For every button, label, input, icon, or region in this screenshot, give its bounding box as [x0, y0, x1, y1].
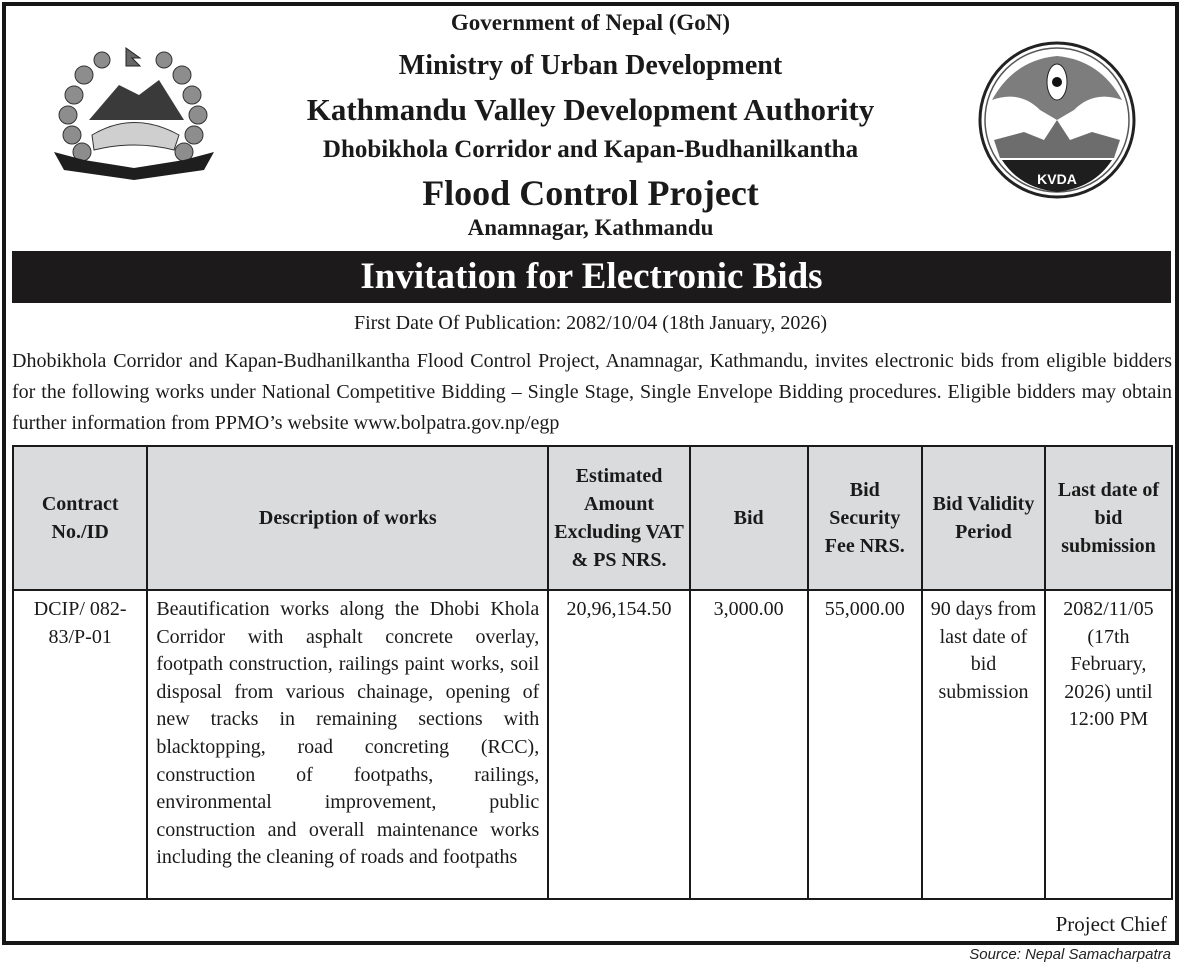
col-last-date: Last date of bid submission: [1045, 446, 1172, 590]
source-credit: Source: Nepal Samacharpatra: [969, 946, 1171, 963]
table-header-row: [13, 446, 1172, 590]
kvda-logo-icon: [974, 40, 1140, 200]
office-address: Anamnagar, Kathmandu: [467, 215, 714, 240]
bids-table: [12, 445, 1173, 900]
government-name: Government of Nepal (GoN): [450, 10, 731, 35]
col-description: Description of works: [147, 446, 548, 590]
notice-header: [6, 6, 1175, 251]
estimated-amount-cell: 20,96,154.50: [548, 590, 690, 899]
signatory: Project Chief: [1055, 912, 1167, 936]
project-location-line: Dhobikhola Corridor and Kapan-Budhanilkantha: [322, 136, 859, 163]
col-validity-period: Bid Validity Period: [922, 446, 1045, 590]
project-name: Flood Control Project: [422, 173, 759, 213]
validity-period-cell: 90 days from last date of bid submission: [922, 590, 1045, 899]
description-cell: Beautification works along the Dhobi Khola Corridor with asphalt concrete overlay, footpath construction, railings paint works, soil disposal from various chainage, opening of new tracks in remaining sections with blacktopping, road concreting (RCC), construction of footpaths, railings, environmental improvement, public construction and overall maintenance works including the cleaning of roads and footpaths: [147, 590, 548, 899]
table-row: [13, 590, 1172, 899]
notice-frame: [2, 2, 1179, 945]
col-estimated-amount: Estimated Amount Excluding VAT & PS NRS.: [548, 446, 690, 590]
bid-security-fee-cell: 55,000.00: [808, 590, 923, 899]
col-bid-security-fee: Bid Security Fee NRS.: [808, 446, 923, 590]
last-date-cell: 2082/11/05 (17th February, 2026) until 12:00 PM: [1045, 590, 1172, 899]
col-bid: Bid: [690, 446, 808, 590]
publication-date: First Date Of Publication: 2082/10/04 (18th January, 2026): [353, 312, 828, 334]
notice-title-banner: Invitation for Electronic Bids: [12, 251, 1171, 303]
col-contract-id: Contract No./ID: [13, 446, 147, 590]
svg-text:KVDA: KVDA: [1037, 171, 1077, 187]
ministry-name: Ministry of Urban Development: [398, 50, 783, 81]
contract-id-cell: DCIP/ 082-83/P-01: [13, 590, 147, 899]
intro-paragraph: Dhobikhola Corridor and Kapan-Budhanilkantha Flood Control Project, Anamnagar, Kathmandu, invites electronic bids from eligible bidders for the following works under National Competitive Bidding – Single Stage, Single Envelope Bidding procedures. Eligible bidders may obtain further information from PPMO’s website www.bolpatra.gov.np/egp: [12, 350, 1172, 434]
authority-name: Kathmandu Valley Development Authority: [306, 92, 875, 127]
bid-cell: 3,000.00: [690, 590, 808, 899]
